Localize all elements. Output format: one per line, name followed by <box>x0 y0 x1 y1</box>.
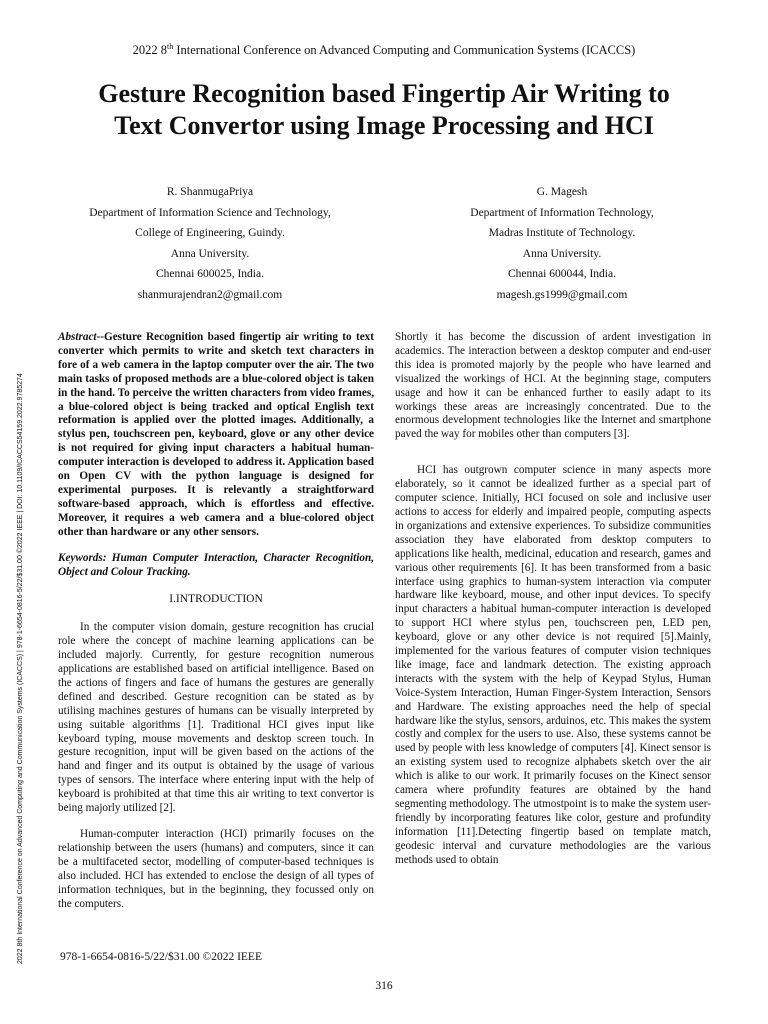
author-college: Madras Institute of Technology. <box>488 227 636 240</box>
copyright-code: 978-1-6654-0816-5/22/$31.00 ©2022 IEEE <box>60 951 262 963</box>
author-name: R. ShanmugaPriya <box>166 186 254 198</box>
conference-header <box>0 42 768 58</box>
keywords: Keywords: Human Computer Interaction, Character Recognition, Object and Colour Tracking. <box>58 551 374 578</box>
abstract-label: Abstract <box>58 331 97 343</box>
left-column <box>58 331 374 911</box>
author-department: Department of Information Technology, <box>470 206 654 219</box>
abstract <box>58 331 374 540</box>
page-number: 316 <box>375 980 393 992</box>
paper-title: Gesture Recognition based Fingertip Air Writing to Text Convertor using Image Processing and HCI <box>98 79 670 140</box>
conference-year-suffix: th <box>167 42 174 51</box>
doi-side-note: 2022 8th International Conference on Advanced Computing and Communication Systems (ICACCS) | 978-1-6654-0816-5/22/$31.00 ©2022 IEEE | DOI: 10.1109/ICACCS54159.2022.9785274 <box>17 373 24 964</box>
author-department: Department of Information Science and Technology, <box>89 206 331 219</box>
body-paragraph: Human-computer interaction (HCI) primarily focuses on the relationship between the users (humans) and computers, since it can be a multifaceted sector, modelling of computer-based techniques is also included. HCI has extended to enclose the design of all types of information techniques, but in the beginning, they focussed only on the computers. <box>58 828 374 910</box>
author-university: Anna University. <box>522 247 602 260</box>
conference-name: International Conference on Advanced Computing and Communication Systems (ICACCS) <box>173 43 636 58</box>
author-city: Chennai 600025, India. <box>156 268 264 281</box>
author-city: Chennai 600044, India. <box>508 268 616 281</box>
author-2 <box>392 182 732 306</box>
author-email: magesh.gs1999@gmail.com <box>496 288 628 301</box>
body-paragraph: HCI has outgrown computer science in many aspects more elaborately, so it cannot be idealized further as a special part of computer science. Initially, HCI focused on sole and inclusive user actions to access for elderly and impaired people, computing aspects in organizations and extensive experiences. To subsidize communities association they have elaborated from desktop computers to applications like health, medicinal, education and research, games and various other requirements [6]. It has been transformed from a basic interface using graphics to human-system interaction via computer hardware like keyboard, mouse, and other input devices. To specify input characters a habitual human-computer interaction is developed to support HCI where stylus pen, touchscreen pen, LED pen, keyboard, glove or any other device is not required [5].Mainly, implemented for the various features of computer vision techniques like image, face and landmark detection. The existing approach interacts with the system with the help of Keypad Stylus, Human Voice-System Interaction, Human Finger-System Interaction, Sensors and Hardware. The existing approaches need the help of special hardware like the stylus, sensors, arduinos, etc. This makes the system costly and complex for the users to use. Also, these systems cannot be used by people with less knowledge of computers [4]. Kinect sensor is an existing system used to recognize alphabets sketch over the air which is alike to our work. It primarily focuses on the Kinect sensor camera where profundity features are obtained by the hand segmenting methodology. The utmostpoint is to make the system user-friendly by incorporating features like color, gesture and profundity information [11].Detecting fingertip based on template match, geodesic interval and curvature methodologies are the various methods used to obtain <box>395 464 711 866</box>
author-email: shanmurajendran2@gmail.com <box>137 288 283 301</box>
author-name: G. Magesh <box>536 186 588 198</box>
abstract-text: --Gesture Recognition based fingertip air writing to text converter which permits to write and sketch text characters in fore of a web camera in the laptop computer over the air. The two main tasks of proposed methods are a blue-colored object is taken in the hand. To perceive the written characters from video frames, a blue-colored object is being tracked and optical English text reformation is applied over the plotted images. Additionally, a stylus pen, touchscreen pen, keyboard, glove or any other device is not required for giving input characters a habitual human-computer interaction is developed to address it. Application based on Open CV with the python language is designed for experimental purposes. It is relevantly a straightforward software-based approach, which is effortless and effective. Moreover, it requires a web camera and a blue-colored object other than hardware or any other sensors. <box>58 331 374 538</box>
right-column <box>395 331 711 868</box>
author-1 <box>40 182 380 306</box>
section-heading-introduction: I.INTRODUCTION <box>169 593 263 606</box>
body-paragraph: In the computer vision domain, gesture recognition has crucial role where the concept of machine learning applications can be included majorly. Currently, for gesture recognition numerous applications are established based on artificial intelligence. Based on the actions of fingers and face of humans the gestures are generally defined and described. Gesture recognition can be stated as by utilising machines gestures of humans can be visually interpreted by using suitable algorithms [1]. Traditional HCI gives input like keyboard typing, mouse movements and desktop screen touch. In gesture recognition, input will be given based on the actions of the hand and finger and its output is obtained by the usage of various types of sensors. The interface where entering input with the help of keyboard is prohibited at that time this air writing to text convertor is being majorly utilized [2]. <box>58 621 374 815</box>
author-college: College of Engineering, Guindy. <box>135 227 285 240</box>
author-university: Anna University. <box>170 247 250 260</box>
conference-year: 2022 8 <box>132 43 168 58</box>
body-paragraph: Shortly it has become the discussion of ardent investigation in academics. The interaction between a desktop computer and end-user this idea is promoted majorly by the people who have learned and visualized the workings of HCI. At the beginning stage, computers usage and how it can be enhanced further to easily adapt to its workings these areas are increasingly concentrated. Due to the enormous development technologies like the Internet and smartphone paved the way for mobiles other than computers [3]. <box>395 331 711 441</box>
